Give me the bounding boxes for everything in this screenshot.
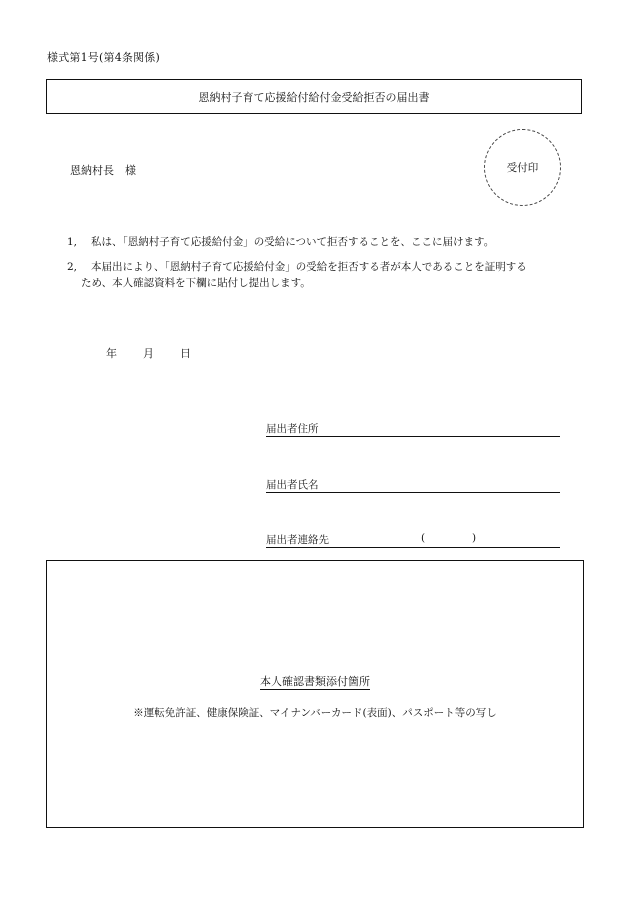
address-field[interactable]	[266, 421, 560, 437]
date-month: 月	[143, 347, 154, 360]
date-year: 年	[106, 347, 117, 360]
reception-stamp-area	[484, 129, 561, 206]
date-day: 日	[180, 347, 191, 360]
contact-paren-close: )	[472, 532, 477, 544]
clause-2-continuation: ため、本人確認資料を下欄に貼付し提出します。	[81, 277, 311, 289]
id-section-note: ※運転免許証、健康保険証、マイナンバーカード(表面)、パスポート等の写し	[133, 707, 497, 719]
contact-label: 届出者連絡先	[266, 534, 329, 546]
addressee: 恩納村長 様	[70, 164, 136, 177]
clause-1-number: 1,	[67, 236, 78, 248]
clause-1-text: 私は、「恩納村子育て応援給付金」の受給について拒否することを、ここに届けます。	[91, 236, 495, 248]
document-title: 恩納村子育て応援給付給付金受給拒否の届出書	[198, 90, 430, 104]
clause-2-number: 2,	[67, 261, 78, 273]
document-title-box	[46, 79, 582, 114]
id-document-attachment-area	[46, 560, 584, 828]
contact-paren-open: (	[421, 532, 426, 544]
date-line	[106, 345, 191, 361]
clause-2-text: 本届出により、「恩納村子育て応援給付金」の受給を拒否する者が本人であることを証明する	[91, 261, 527, 273]
id-section-title-wrap	[47, 673, 583, 689]
address-label: 届出者住所	[266, 423, 319, 435]
stamp-label: 受付印	[506, 162, 539, 174]
id-section-title: 本人確認書類添付箇所	[260, 675, 370, 688]
name-label: 届出者氏名	[266, 479, 319, 491]
name-field[interactable]	[266, 477, 560, 493]
clause-2	[67, 259, 587, 291]
contact-field[interactable]	[266, 532, 560, 548]
form-number: 様式第1号(第4条関係)	[47, 51, 160, 64]
clause-1	[67, 234, 494, 250]
